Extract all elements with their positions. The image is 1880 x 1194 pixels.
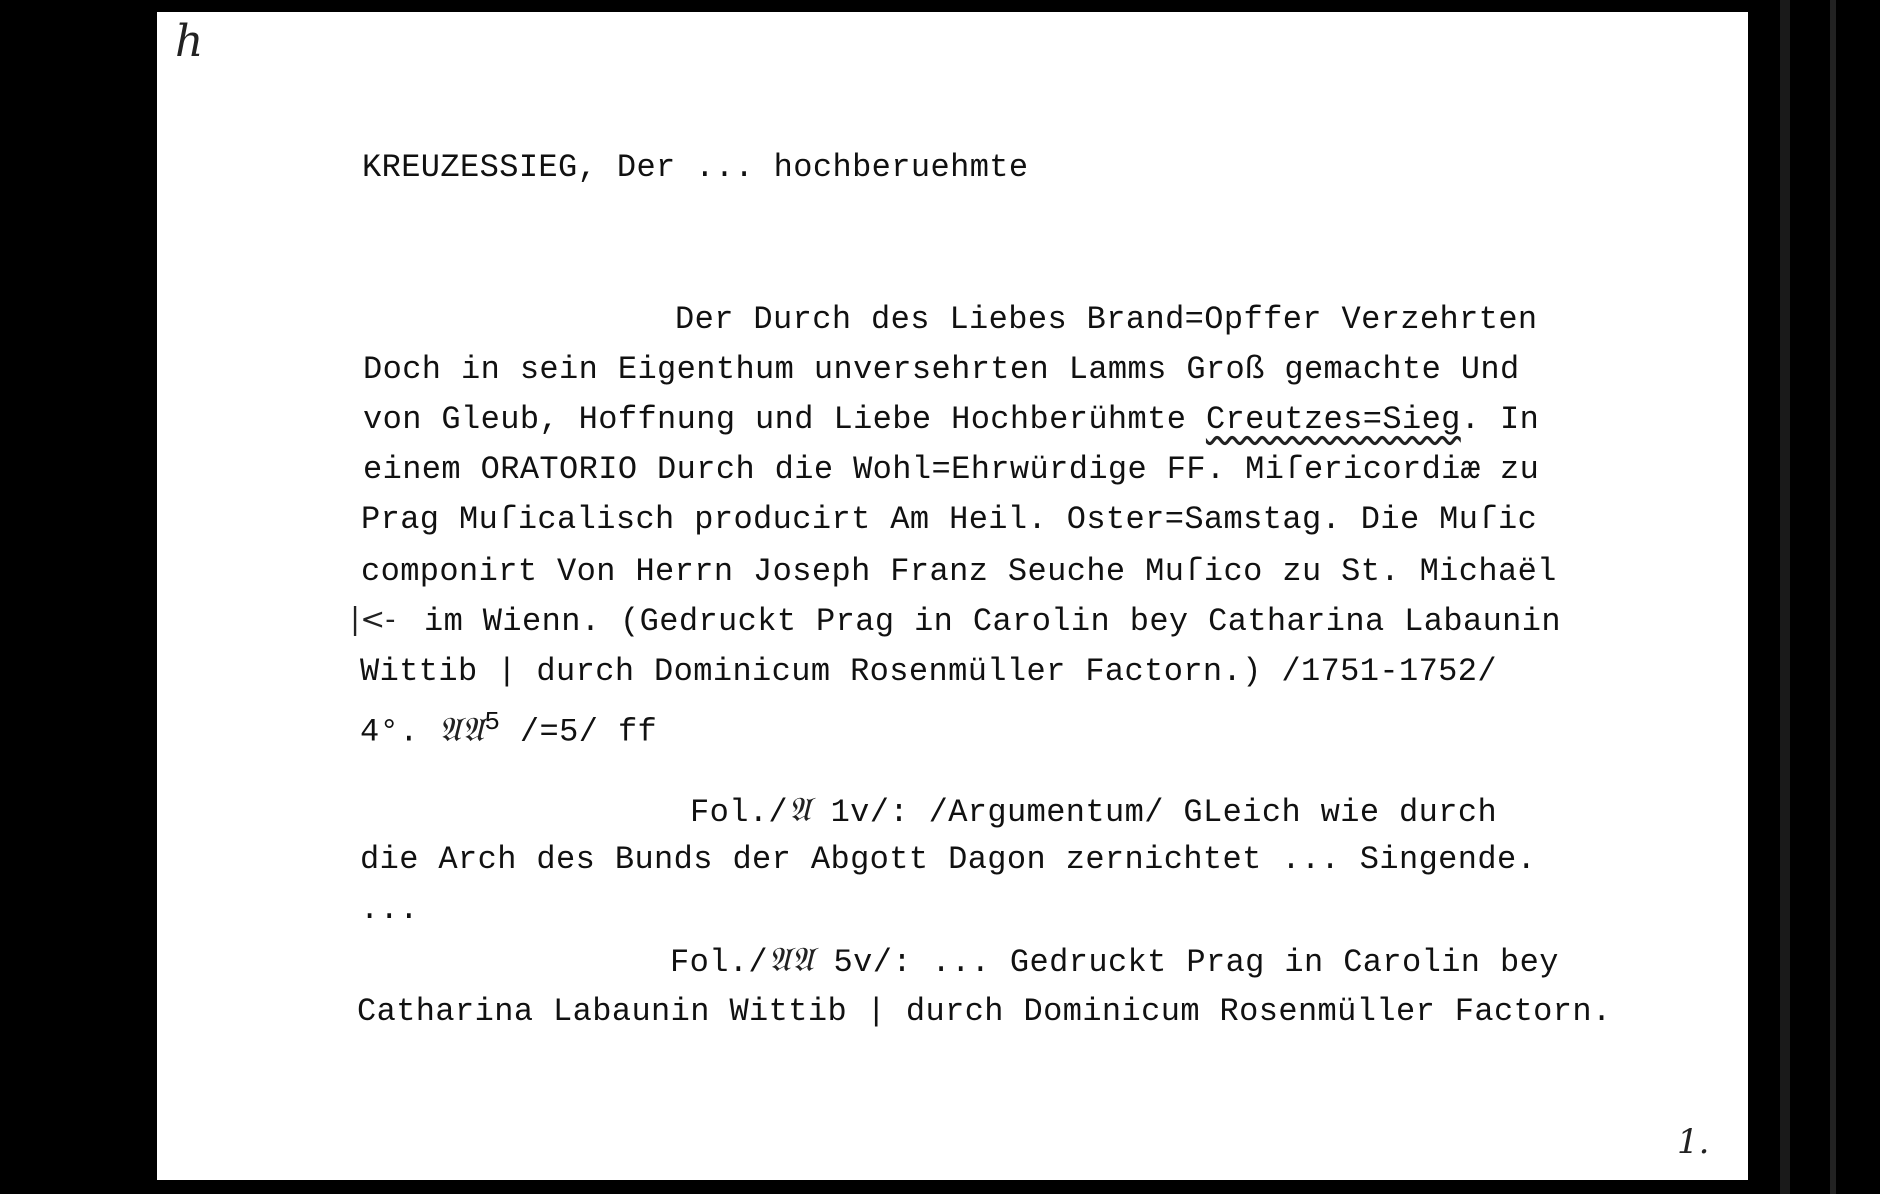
title-line-3 [363,402,1539,438]
format-leaves: /=5/ ff [500,713,658,751]
film-edge-right [1780,0,1790,1194]
title-line-1: Der Durch des Liebes Brand=Opffer Verzehrten [675,301,1538,338]
folio-2-line-2: Catharina Labaunin Wittib | durch Dominicum Rosenmüller Factorn. [357,993,1612,1030]
title-line-3-start: von Gleub, Hoffnung und Liebe Hochberühmte [363,401,1206,438]
format-handwritten-mark: 𝔄𝔄 [438,709,485,750]
folio-1-line-3: ... [360,891,419,928]
format-line [360,704,657,751]
film-edge-strip [1830,0,1836,1194]
folio-2-line-1 [670,942,1559,981]
folio-1-handwritten-mark: 𝔄 [788,790,811,830]
page-number: 1. [1677,1122,1710,1162]
catalog-card [157,12,1748,1180]
title-line-8: Wittib | durch Dominicum Rosenmüller Factorn.) /1751-1752/ [360,653,1497,690]
title-line-5: Prag Muſicalisch producirt Am Heil. Oster=Samstag. Die Muſic [361,501,1538,538]
title-line-6: componirt Von Herrn Joseph Franz Seuche Muſico zu St. Michaël [361,553,1557,590]
underlined-title-word: Creutzes=Sieg [1205,401,1461,438]
title-line-7: im Wienn. (Gedruckt Prag in Carolin bey Catharina Labaunin [424,603,1561,640]
folio-2-prefix: Fol./ [670,944,769,981]
folio-2-handwritten-mark: 𝔄𝔄 [768,940,814,980]
folio-1-text: 1v/: /Argumentum/ GLeich wie durch [810,794,1498,831]
folio-1-line-2: die Arch des Bunds der Abgott Dagon zernichtet ... Singende. [360,841,1537,878]
format-size: 4°. [360,713,439,751]
folio-1-line-1 [690,792,1497,831]
folio-1-prefix: Fol./ [690,794,789,831]
title-line-4: einem ORATORIO Durch die Wohl=Ehrwürdige FF. Miſericordiæ zu [363,451,1540,488]
folio-2-text: 5v/: ... Gedruckt Prag in Carolin bey [813,944,1559,981]
margin-arrow-mark: |<- [350,602,396,637]
format-superscript: 5 [484,707,501,737]
card-heading: KREUZESSIEG, Der ... hochberuehmte [362,149,1029,186]
title-line-3-end: . In [1460,401,1540,438]
corner-handwritten-mark: h [175,16,204,67]
title-line-2: Doch in sein Eigenthum unversehrten Lamms Groß gemachte Und [363,351,1520,388]
